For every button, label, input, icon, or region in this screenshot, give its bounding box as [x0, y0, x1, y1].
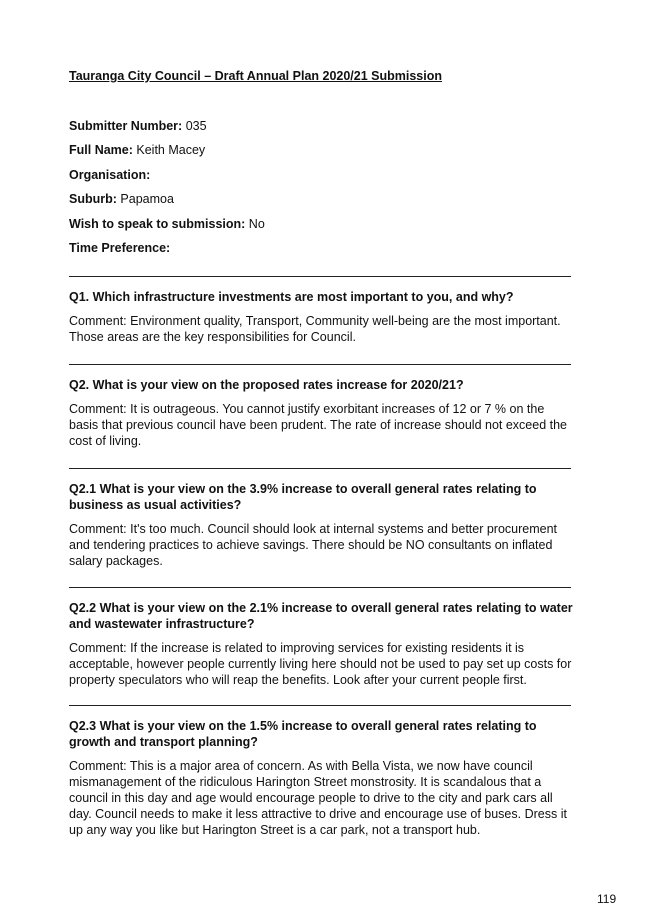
- section-divider: [69, 468, 571, 469]
- organisation-row: [69, 167, 573, 191]
- time-preference-label: Time Preference:: [69, 240, 171, 255]
- question-section-q2-2: [69, 600, 573, 688]
- question-text: Q2.2 What is your view on the 2.1% increase to overall general rates relating to water and wastewater infrastructure?: [69, 601, 573, 631]
- speak-to-submission-label: Wish to speak to submission:: [69, 216, 246, 231]
- comment-text: Comment: This is a major area of concern. As with Bella Vista, we now have council mismanagement of the ridiculous Harington Street monstrosity. It is scandalous that a council in this day and age would encourage people to drive to the city and park cars all day. Council needs to make it less attractive to drive and encourage use of buses. Dress it up any way you like but Harington Street is a car park, not a transport hub.: [69, 759, 567, 837]
- suburb-label: Suburb:: [69, 192, 117, 207]
- section-divider: [69, 705, 571, 706]
- full-name-row: [69, 142, 573, 166]
- page-number: 119: [597, 892, 617, 906]
- submitter-number-label: Submitter Number:: [69, 119, 183, 133]
- comment-text: Comment: It is outrageous. You cannot justify exorbitant increases of 12 or 7 % on the basis that previous council have been prudent. The rate of increase should not exceed the cost of living.: [69, 402, 568, 448]
- time-preference-row: [69, 240, 573, 264]
- comment-text: Comment: If the increase is related to improving services for existing residents it is acceptable, however people currently living here should not be used to pay set up costs for property speculators who will reap the benefits. Look after your current people first.: [69, 641, 572, 687]
- question-section-q1: [69, 289, 573, 345]
- document-title: Tauranga City Council – Draft Annual Plan 2020/21 Submission: [69, 69, 443, 83]
- section-divider: [69, 587, 571, 588]
- submitter-number-row: [69, 118, 573, 142]
- section-divider: [69, 276, 571, 277]
- submitter-number-value: 035: [185, 119, 207, 133]
- submitter-details: [69, 118, 573, 264]
- suburb-value: Papamoa: [120, 192, 174, 207]
- question-section-q2-1: [69, 481, 573, 569]
- organisation-label: Organisation:: [69, 167, 151, 182]
- section-divider: [69, 364, 571, 365]
- full-name-value: Keith Macey: [136, 143, 206, 158]
- comment-text: Comment: It's too much. Council should look at internal systems and better procurement and tendering practices to achieve savings. There should be NO consultants on inflated salary packages.: [69, 522, 558, 568]
- full-name-label: Full Name:: [69, 143, 133, 158]
- question-section-q2-3: [69, 718, 573, 838]
- question-text: Q2. What is your view on the proposed rates increase for 2020/21?: [69, 378, 464, 392]
- suburb-row: [69, 191, 573, 215]
- question-text: Q2.1 What is your view on the 3.9% increase to overall general rates relating to business as usual activities?: [69, 482, 537, 512]
- comment-text: Comment: Environment quality, Transport, Community well-being are the most important. Those areas are the key responsibilities for Council.: [69, 314, 561, 344]
- question-text: Q1. Which infrastructure investments are most important to you, and why?: [69, 290, 514, 304]
- speak-to-submission-value: No: [248, 216, 265, 231]
- speak-to-submission-row: [69, 216, 573, 240]
- question-text: Q2.3 What is your view on the 1.5% increase to overall general rates relating to growth and transport planning?: [69, 719, 537, 749]
- question-section-q2: [69, 377, 573, 449]
